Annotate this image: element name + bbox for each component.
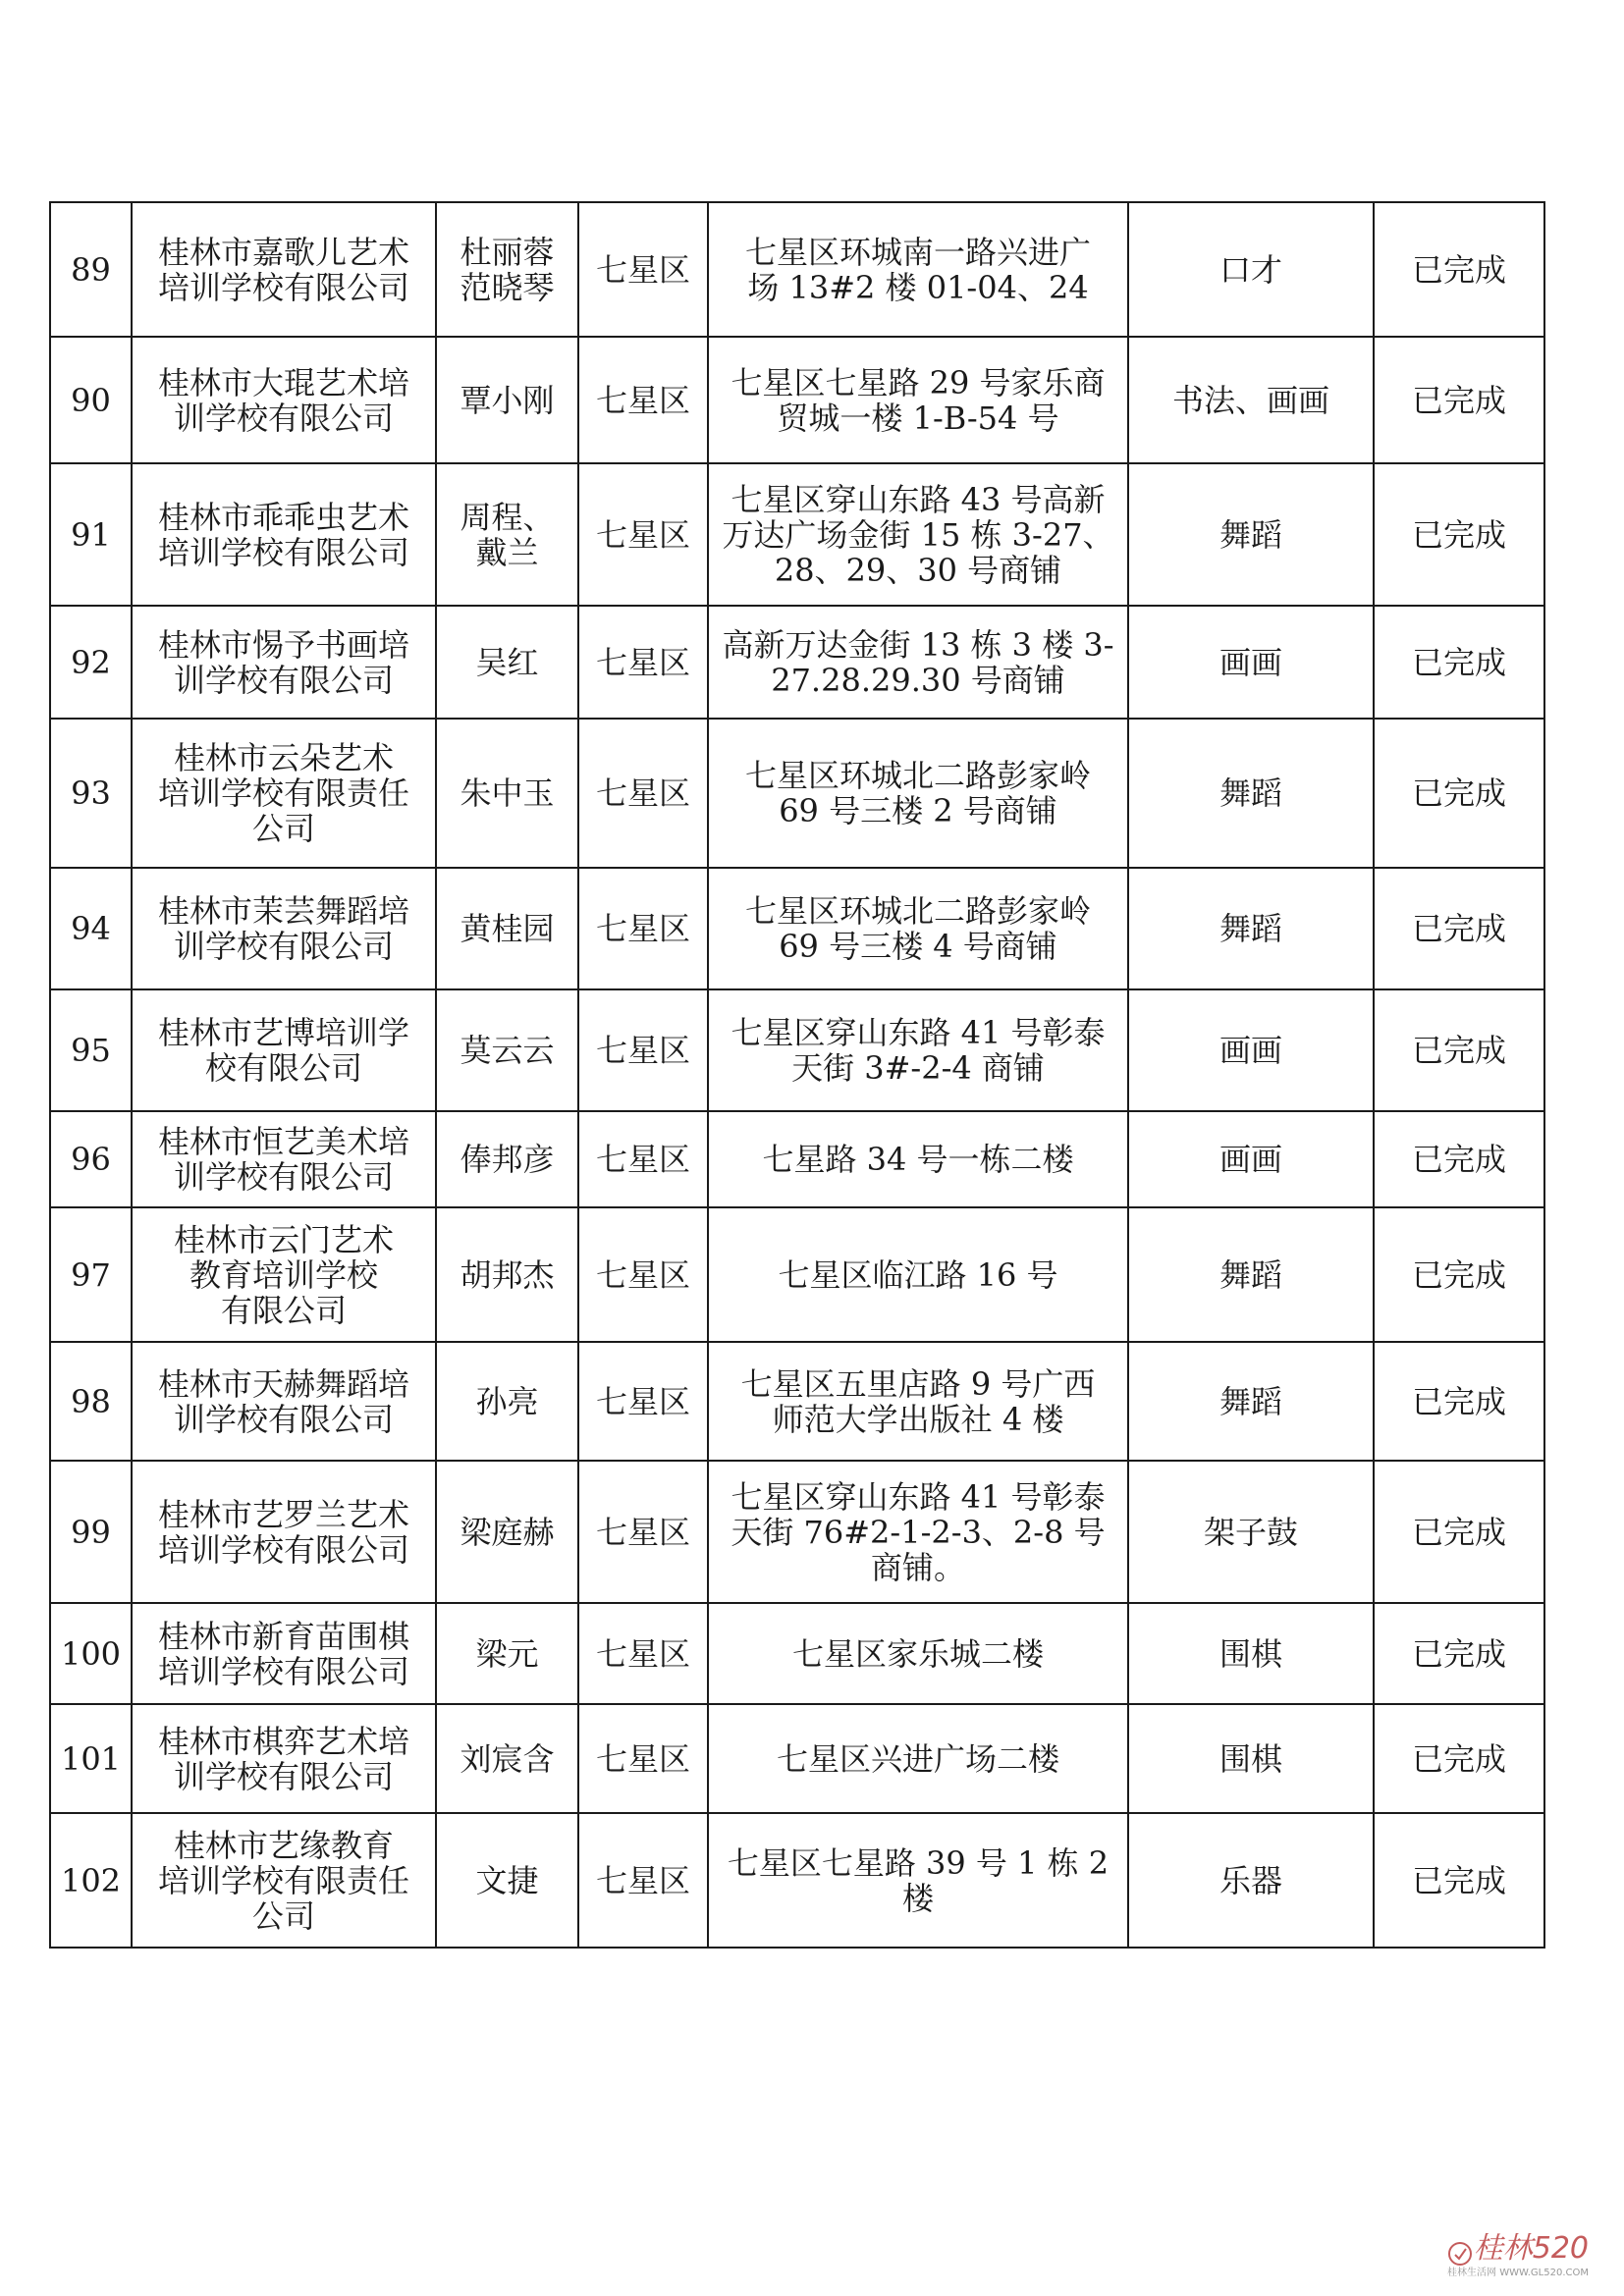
address-line: 七星区穿山东路 43 号高新 xyxy=(731,480,1106,518)
address-line: 贸城一楼 1-B-54 号 xyxy=(777,399,1059,437)
address-line: 楼 xyxy=(901,1879,934,1917)
address-line: 七星区七星路 39 号 1 栋 2 xyxy=(727,1843,1110,1882)
cell-category: 舞蹈 xyxy=(1128,1207,1374,1342)
cell-address xyxy=(708,1461,1128,1603)
address-line: 七星路 34 号一栋二楼 xyxy=(762,1141,1074,1178)
cell-contact-person xyxy=(436,1603,578,1704)
address-line: 27.28.29.30 号商铺 xyxy=(771,661,1065,699)
cell-address xyxy=(708,989,1128,1111)
cell-district: 七星区 xyxy=(578,1813,708,1948)
cell-school-name xyxy=(132,719,436,868)
cell-row-number: 93 xyxy=(50,719,132,868)
school-name-line: 训学校有限公司 xyxy=(173,399,394,437)
cell-category: 围棋 xyxy=(1128,1603,1374,1704)
cell-school-name xyxy=(132,989,436,1111)
cell-status: 已完成 xyxy=(1374,1111,1544,1207)
contact-person-line: 胡邦杰 xyxy=(460,1255,555,1294)
contact-person-line: 莫云云 xyxy=(460,1032,555,1069)
table-row xyxy=(50,1461,1544,1603)
cell-school-name xyxy=(132,463,436,606)
cell-address xyxy=(708,1704,1128,1813)
cell-status: 已完成 xyxy=(1374,606,1544,719)
address-line: 万达广场金街 15 栋 3-27、 xyxy=(722,515,1114,554)
contact-person-line: 梁元 xyxy=(475,1634,539,1673)
school-name-line: 桂林市茉芸舞蹈培 xyxy=(157,892,409,930)
table-row xyxy=(50,606,1544,719)
cell-row-number: 99 xyxy=(50,1461,132,1603)
cell-district: 七星区 xyxy=(578,989,708,1111)
cell-contact-person xyxy=(436,1207,578,1342)
school-name-line: 桂林市新育苗围棋 xyxy=(157,1617,409,1655)
table-row xyxy=(50,1704,1544,1813)
cell-status: 已完成 xyxy=(1374,1342,1544,1461)
school-name-line: 校有限公司 xyxy=(204,1049,362,1087)
table-row xyxy=(50,1603,1544,1704)
cell-district: 七星区 xyxy=(578,1704,708,1813)
school-name-line: 桂林市棋弈艺术培 xyxy=(157,1722,409,1760)
cell-row-number: 95 xyxy=(50,989,132,1111)
cell-school-name xyxy=(132,337,436,463)
cell-district: 七星区 xyxy=(578,1342,708,1461)
cell-district: 七星区 xyxy=(578,868,708,989)
school-name-line: 桂林市艺博培训学 xyxy=(157,1014,409,1051)
cell-status: 已完成 xyxy=(1374,1461,1544,1603)
school-name-line: 桂林市云朵艺术 xyxy=(173,739,394,776)
cell-row-number: 102 xyxy=(50,1813,132,1948)
school-name-line: 桂林市恒艺美术培 xyxy=(157,1123,409,1160)
cell-contact-person xyxy=(436,1461,578,1603)
cell-category: 架子鼓 xyxy=(1128,1461,1374,1603)
address-line: 69 号三楼 2 号商铺 xyxy=(779,792,1057,829)
table-row xyxy=(50,463,1544,606)
cell-status: 已完成 xyxy=(1374,1704,1544,1813)
cell-address xyxy=(708,1111,1128,1207)
school-name-line: 桂林市嘉歌儿艺术 xyxy=(157,233,409,271)
address-line: 28、29、30 号商铺 xyxy=(774,551,1062,589)
table-row xyxy=(50,1813,1544,1948)
address-line: 69 号三楼 4 号商铺 xyxy=(779,928,1057,965)
cell-school-name xyxy=(132,1704,436,1813)
cell-status: 已完成 xyxy=(1374,868,1544,989)
cell-category: 口才 xyxy=(1128,202,1374,337)
cell-category: 书法、画画 xyxy=(1128,337,1374,463)
table-row xyxy=(50,1111,1544,1207)
cell-contact-person xyxy=(436,1342,578,1461)
cell-address xyxy=(708,1603,1128,1704)
cell-category: 舞蹈 xyxy=(1128,719,1374,868)
cell-district: 七星区 xyxy=(578,1111,708,1207)
address-line: 七星区穿山东路 41 号彰泰 xyxy=(731,1477,1106,1516)
contact-person-line: 孙亮 xyxy=(475,1382,539,1420)
cell-school-name xyxy=(132,1207,436,1342)
school-name-line: 训学校有限公司 xyxy=(173,1757,394,1795)
cell-district: 七星区 xyxy=(578,463,708,606)
cell-row-number: 97 xyxy=(50,1207,132,1342)
school-name-line: 公司 xyxy=(251,810,315,847)
school-name-line: 培训学校有限责任 xyxy=(157,774,409,812)
address-line: 高新万达金街 13 栋 3 楼 3- xyxy=(722,625,1114,664)
cell-status: 已完成 xyxy=(1374,463,1544,606)
cell-category: 画画 xyxy=(1128,1111,1374,1207)
cell-category: 舞蹈 xyxy=(1128,1342,1374,1461)
school-name-line: 培训学校有限公司 xyxy=(157,1652,409,1690)
cell-address xyxy=(708,1813,1128,1948)
address-line: 场 13#2 楼 01-04、24 xyxy=(747,268,1089,306)
cell-contact-person xyxy=(436,606,578,719)
address-line: 七星区环城北二路彭家岭 xyxy=(744,757,1091,794)
cell-status: 已完成 xyxy=(1374,202,1544,337)
cell-row-number: 94 xyxy=(50,868,132,989)
school-name-line: 训学校有限公司 xyxy=(173,1400,394,1438)
cell-address xyxy=(708,868,1128,989)
contact-person-line: 周程、 xyxy=(460,498,555,536)
contact-person-line: 俸邦彦 xyxy=(460,1141,555,1178)
cell-address xyxy=(708,463,1128,606)
contact-person-line: 刘宸含 xyxy=(460,1739,555,1778)
cell-school-name xyxy=(132,1813,436,1948)
cell-school-name xyxy=(132,868,436,989)
table-row xyxy=(50,202,1544,337)
cell-contact-person xyxy=(436,463,578,606)
cell-contact-person xyxy=(436,868,578,989)
address-line: 天街 3#-2-4 商铺 xyxy=(791,1049,1045,1087)
cell-address xyxy=(708,719,1128,868)
cell-contact-person xyxy=(436,1704,578,1813)
school-name-line: 有限公司 xyxy=(220,1291,347,1329)
cell-district: 七星区 xyxy=(578,337,708,463)
school-table xyxy=(49,201,1545,1949)
school-name-line: 培训学校有限公司 xyxy=(157,533,409,571)
school-name-line: 桂林市惕予书画培 xyxy=(157,625,409,664)
address-line: 七星区环城南一路兴进广 xyxy=(744,233,1091,271)
cell-row-number: 90 xyxy=(50,337,132,463)
cell-address xyxy=(708,1342,1128,1461)
school-name-line: 桂林市云门艺术 xyxy=(173,1220,394,1258)
contact-person-line: 覃小刚 xyxy=(460,381,555,419)
cell-status: 已完成 xyxy=(1374,337,1544,463)
address-line: 七星区七星路 29 号家乐商 xyxy=(731,363,1106,401)
cell-contact-person xyxy=(436,989,578,1111)
watermark-logo xyxy=(1441,2233,1589,2278)
school-name-line: 培训学校有限公司 xyxy=(157,1530,409,1569)
school-name-line: 桂林市艺罗兰艺术 xyxy=(157,1495,409,1533)
cell-address xyxy=(708,202,1128,337)
cell-status: 已完成 xyxy=(1374,989,1544,1111)
watermark-subtext: 桂林生活网 WWW.GL520.COM xyxy=(1447,2268,1589,2278)
cell-row-number: 100 xyxy=(50,1603,132,1704)
cell-district: 七星区 xyxy=(578,1603,708,1704)
school-name-line: 桂林市乖乖虫艺术 xyxy=(157,498,409,536)
cell-school-name xyxy=(132,606,436,719)
cell-contact-person xyxy=(436,337,578,463)
school-name-line: 教育培训学校 xyxy=(189,1255,378,1294)
contact-person-line: 戴兰 xyxy=(475,533,539,571)
cell-address xyxy=(708,606,1128,719)
cell-district: 七星区 xyxy=(578,1461,708,1603)
cell-row-number: 98 xyxy=(50,1342,132,1461)
contact-person-line: 黄桂园 xyxy=(460,910,555,947)
cell-status: 已完成 xyxy=(1374,1603,1544,1704)
cell-school-name xyxy=(132,1461,436,1603)
address-line: 七星区家乐城二楼 xyxy=(791,1634,1044,1673)
cell-row-number: 96 xyxy=(50,1111,132,1207)
address-line: 商铺。 xyxy=(870,1548,965,1586)
cell-category: 画画 xyxy=(1128,989,1374,1111)
contact-person-line: 朱中玉 xyxy=(460,774,555,812)
contact-person-line: 杜丽蓉 xyxy=(460,233,555,271)
cell-row-number: 89 xyxy=(50,202,132,337)
cell-category: 画画 xyxy=(1128,606,1374,719)
cell-district: 七星区 xyxy=(578,1207,708,1342)
contact-person-line: 范晓琴 xyxy=(460,268,555,306)
address-line: 七星区兴进广场二楼 xyxy=(776,1739,1059,1778)
address-line: 七星区环城北二路彭家岭 xyxy=(744,892,1091,930)
school-name-line: 训学校有限公司 xyxy=(173,1158,394,1196)
cell-district: 七星区 xyxy=(578,202,708,337)
school-name-line: 训学校有限公司 xyxy=(173,661,394,699)
address-line: 师范大学出版社 4 楼 xyxy=(772,1400,1064,1438)
cell-row-number: 92 xyxy=(50,606,132,719)
cell-category: 舞蹈 xyxy=(1128,463,1374,606)
school-name-line: 培训学校有限责任 xyxy=(157,1861,409,1899)
cell-category: 舞蹈 xyxy=(1128,868,1374,989)
address-line: 七星区临江路 16 号 xyxy=(778,1255,1058,1294)
cell-address xyxy=(708,1207,1128,1342)
cell-district: 七星区 xyxy=(578,719,708,868)
cell-school-name xyxy=(132,202,436,337)
address-line: 七星区穿山东路 41 号彰泰 xyxy=(731,1014,1106,1051)
cell-contact-person xyxy=(436,719,578,868)
cell-category: 乐器 xyxy=(1128,1813,1374,1948)
cell-row-number: 91 xyxy=(50,463,132,606)
table-row xyxy=(50,1342,1544,1461)
contact-person-line: 文捷 xyxy=(475,1861,539,1899)
cell-address xyxy=(708,337,1128,463)
cell-school-name xyxy=(132,1603,436,1704)
school-name-line: 桂林市艺缘教育 xyxy=(173,1826,394,1864)
cell-row-number: 101 xyxy=(50,1704,132,1813)
cell-contact-person xyxy=(436,202,578,337)
table-row xyxy=(50,868,1544,989)
cell-school-name xyxy=(132,1342,436,1461)
table-row xyxy=(50,719,1544,868)
address-line: 天街 76#2-1-2-3、2-8 号 xyxy=(731,1513,1106,1551)
school-name-line: 桂林市天赫舞蹈培 xyxy=(157,1364,409,1403)
table-row xyxy=(50,337,1544,463)
cell-category: 围棋 xyxy=(1128,1704,1374,1813)
school-name-line: 公司 xyxy=(251,1896,315,1935)
address-line: 七星区五里店路 9 号广西 xyxy=(740,1364,1096,1403)
school-name-line: 桂林市大琨艺术培 xyxy=(157,363,409,401)
watermark-text: 桂林520 xyxy=(1473,2231,1589,2266)
school-name-line: 训学校有限公司 xyxy=(173,928,394,965)
table-body xyxy=(50,202,1544,1948)
cell-status: 已完成 xyxy=(1374,1813,1544,1948)
table-row xyxy=(50,989,1544,1111)
contact-person-line: 梁庭赫 xyxy=(460,1513,555,1551)
cell-contact-person xyxy=(436,1111,578,1207)
cell-status: 已完成 xyxy=(1374,719,1544,868)
school-name-line: 培训学校有限公司 xyxy=(157,268,409,306)
cell-school-name xyxy=(132,1111,436,1207)
cell-district: 七星区 xyxy=(578,606,708,719)
table-row xyxy=(50,1207,1544,1342)
cell-contact-person xyxy=(436,1813,578,1948)
contact-person-line: 吴红 xyxy=(475,643,539,681)
cell-status: 已完成 xyxy=(1374,1207,1544,1342)
